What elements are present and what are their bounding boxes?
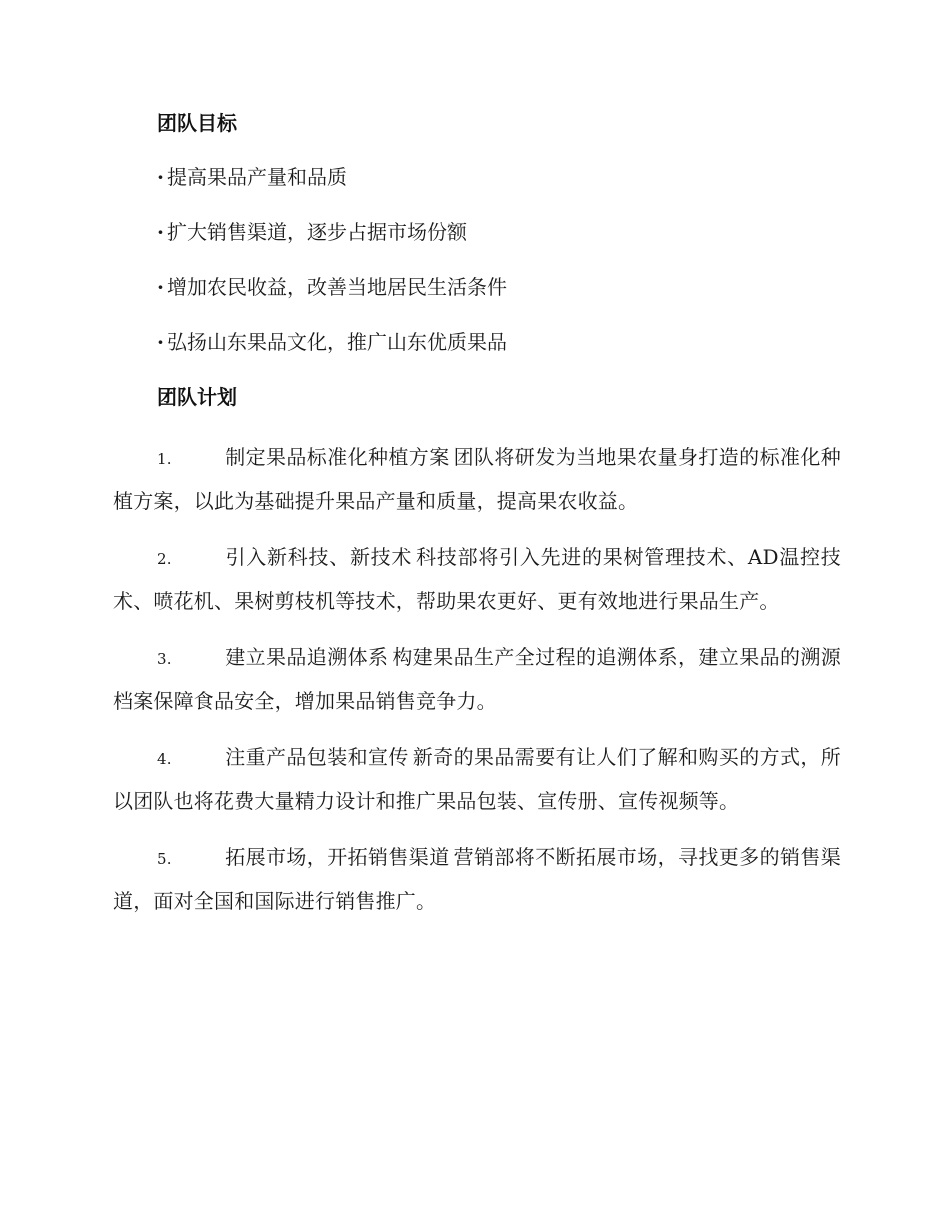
plan-item-text: 构建果品生产全过程的追溯体系，建立果品的溯源档案保障食品安全，增加果品销售竞争力。 bbox=[113, 645, 841, 713]
plan-section bbox=[113, 382, 841, 922]
plan-item-number: 2. bbox=[157, 550, 172, 568]
goal-text: 提高果品产量和品质 bbox=[167, 165, 347, 189]
plan-item-text: 营销部将不断拓展市场，寻找更多的销售渠道，面对全国和国际进行销售推广。 bbox=[113, 845, 841, 913]
plan-item-title: 制定果品标准化种植方案 bbox=[225, 445, 450, 469]
plan-item bbox=[113, 436, 841, 522]
plan-item-text: 科技部将引入先进的果树管理技术、AD温控技术、喷花机、果树剪枝机等技术，帮助果农更好、更有效地进行果品生产。 bbox=[113, 545, 841, 613]
goal-item bbox=[157, 272, 841, 302]
bullet-dot: · bbox=[157, 220, 164, 244]
bullet-dot: · bbox=[157, 330, 164, 354]
plan-item bbox=[113, 536, 841, 622]
plan-item-title: 引入新科技、新技术 bbox=[225, 545, 413, 569]
goal-text: 扩大销售渠道，逐步占据市场份额 bbox=[167, 220, 467, 244]
plan-item-number: 5. bbox=[157, 850, 172, 868]
plan-item-title: 注重产品包装和宣传 bbox=[225, 745, 409, 769]
plan-item-title: 建立果品追溯体系 bbox=[225, 645, 389, 669]
goals-section bbox=[113, 108, 841, 357]
goal-item bbox=[157, 217, 841, 247]
bullet-dot: · bbox=[157, 275, 164, 299]
plan-item bbox=[113, 636, 841, 722]
plan-heading: 团队计划 bbox=[157, 385, 237, 409]
plan-item bbox=[113, 736, 841, 822]
goal-item bbox=[157, 162, 841, 192]
goal-text: 弘扬山东果品文化，推广山东优质果品 bbox=[167, 330, 507, 354]
plan-item-title: 拓展市场，开拓销售渠道 bbox=[225, 845, 450, 869]
goal-text: 增加农民收益，改善当地居民生活条件 bbox=[167, 275, 507, 299]
plan-item-text: 新奇的果品需要有让人们了解和购买的方式，所以团队也将花费大量精力设计和推广果品包装、宣传册、宣传视频等。 bbox=[113, 745, 841, 813]
plan-item-text: 团队将研发为当地果农量身打造的标准化种植方案，以此为基础提升果品产量和质量，提高果农收益。 bbox=[113, 445, 841, 513]
goal-item bbox=[157, 327, 841, 357]
plan-item bbox=[113, 836, 841, 922]
goals-heading: 团队目标 bbox=[157, 111, 237, 135]
plan-item-number: 1. bbox=[157, 450, 172, 468]
goals-list bbox=[113, 162, 841, 357]
plan-list bbox=[113, 436, 841, 922]
bullet-dot: · bbox=[157, 165, 164, 189]
plan-item-number: 4. bbox=[157, 750, 172, 768]
plan-item-number: 3. bbox=[157, 650, 172, 668]
document-body bbox=[113, 108, 841, 936]
